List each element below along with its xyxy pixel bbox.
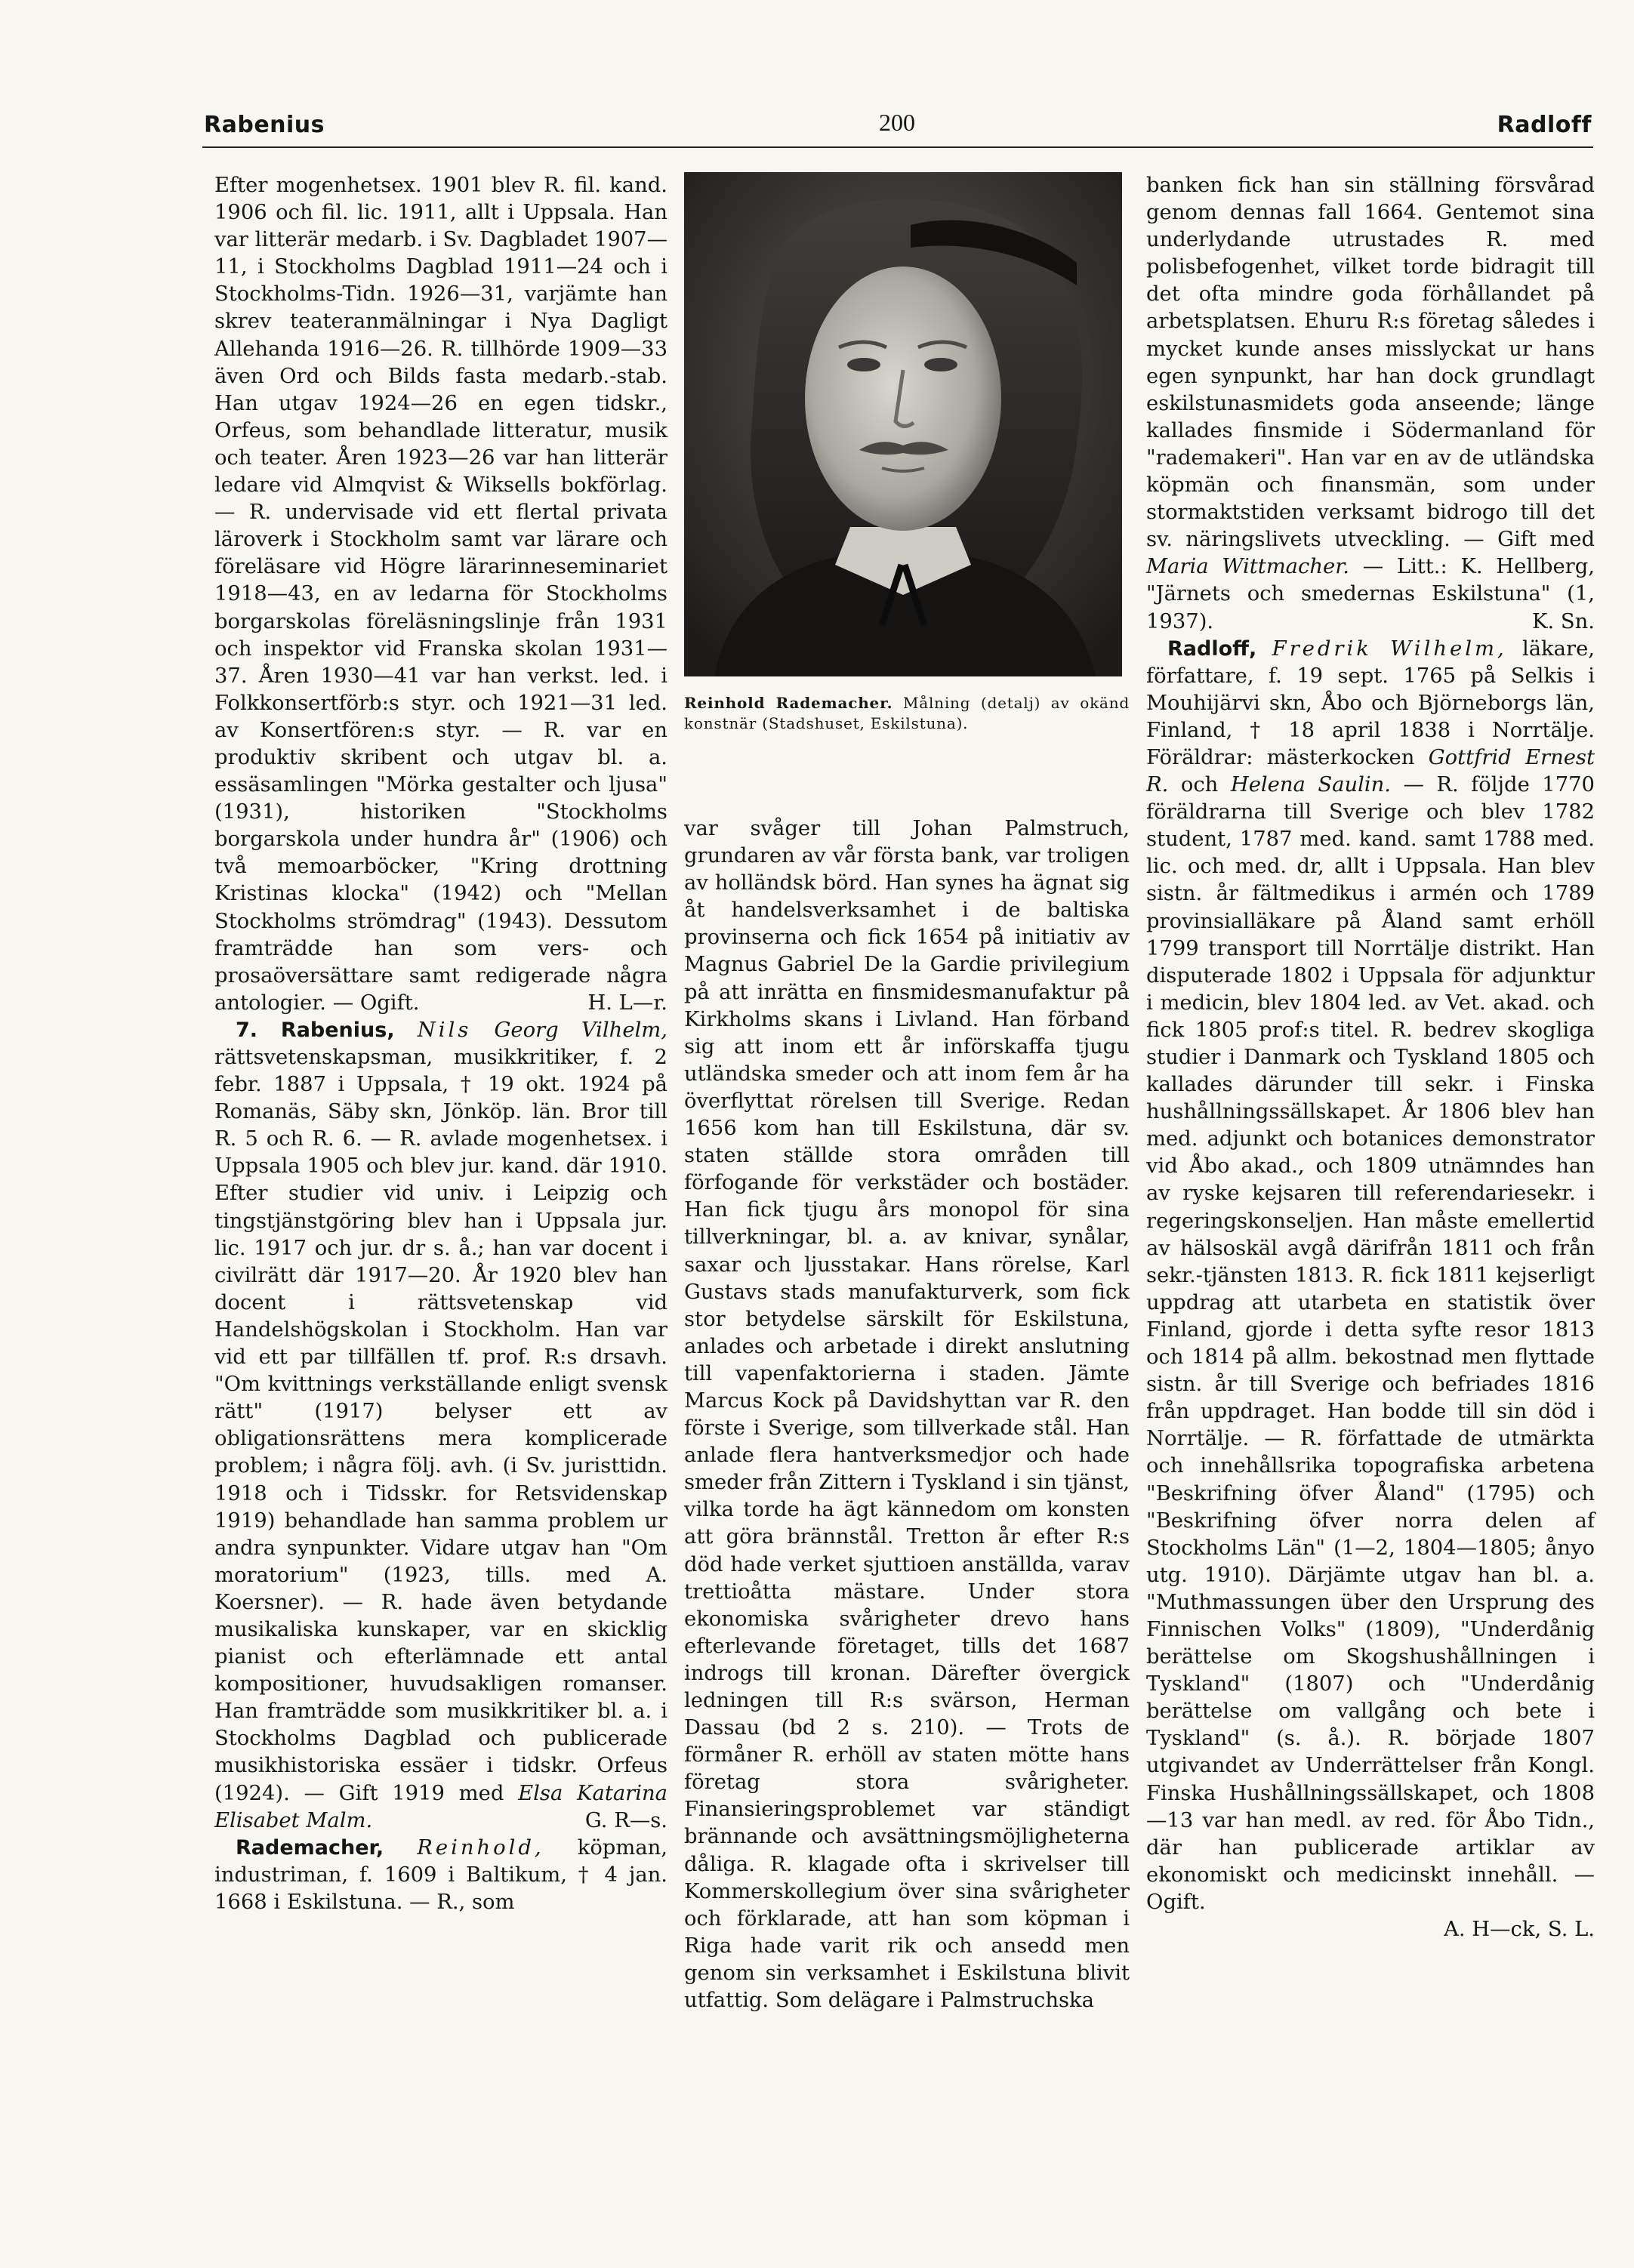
entry-headword: Rademacher, <box>236 1835 384 1860</box>
entry-father: Gottfrid Ernest R. <box>1146 745 1595 797</box>
entry-headword: Radloff, <box>1167 636 1257 661</box>
column-2-text <box>684 815 1130 2014</box>
entry-spouse: Maria Wittmacher. <box>1146 555 1349 579</box>
entry-spouse: Elsa Katarina Elisabet Malm. <box>214 1781 667 1832</box>
portrait-image <box>684 172 1122 676</box>
entry-radloff <box>1146 636 1595 1916</box>
page-number: 200 <box>879 109 915 136</box>
header-rule <box>202 146 1593 148</box>
entry-body: rättsvetenskapsman, musikkritiker, f. 2 febr. 1887 i Uppsala, † 19 okt. 1924 på Romanäs, Säby skn, Jönköp. län. Bror till R. 5 och R. 6. — R. avlade mogenhetsex. i Uppsala 1905 och blev jur. kand. där 1910. Efter studier vid univ. i Leipzig och tingstjänstgöring blev han i Uppsala jur. lic. 1917 och jur. dr s. å.; han var docent i civilrätt där 1917—20. År 1920 blev han docent i rättsvetenskap vid Handelshögskolan i Stockholm. Han var vid ett par tillfällen tf. prof. R:s drsavh. "Om kvittnings verkställande enligt svensk rätt" (1917) belyser ett av obligationsrättens mera komplicerade problem; i några följ. avh. (i Sv. juristtidn. 1918 och i Tidsskr. for Retsvidenskap 1919) behandlade han samma problem ur andra synpunkter. Vidare utgav han "Om moratorium" (1923, tills. med A. Koersner). — R. hade även betydande musikaliska kunskaper, var en skicklig pianist och efterlämnade ett antal kompositioner, huvudsakligen romanser. Han framträdde som musikkritiker bl. a. i Stockholms Dagblad och publicerade musikhistoriska essäer i tidskr. Orfeus (1924). — Gift 1919 med <box>214 1046 667 1805</box>
entry-given-name: Fredrik Wilhelm, <box>1272 636 1507 661</box>
entry-body-cont: — R. följde 1770 föräldrarna till Sverige och blev 1782 student, 1787 med. kand. samt 1788 med. lic. och med. dr, allt i Uppsala. Han blev sistn. år fältmedikus i armén och 1789 provinsialläkare på Åland samt erhöll 1799 transport till Norrtälje distrikt. Han disputerade 1802 i Uppsala för adjunktur i medicin, blev 1804 led. av Vet. akad. och fick 1805 prof:s titel. R. bedrev skogliga studier i Danmark och Tyskland 1805 och kallades därunder till sekr. i Finska hushållningssällskapet. År 1806 blev han med. adjunkt och botanices demonstrator vid Åbo akad., och 1809 utnämndes han av ryske kejsaren till referendariesekr. i regeringskonseljen. Han måste emellertid av hälsoskäl avgå därifrån 1811 och från sekr.-tjänsten 1813. R. fick 1811 kejserligt uppdrag att utarbeta en statistik över Finland, gjorde i detta syfte resor 1813 och 1814 på allm. bekostnad men flyttade sistn. år till Sverige och befriades 1816 från uppdraget. Han bodde till sin död i Norrtälje. — R. författade de utmärkta och innehållsrika topografiska arbetena "Beskrifning öfver Åland" (1795) och "Beskrifning öfver norra delen af Stockholms Län" (1—2, 1804—1805; ånyo utg. 1910). Därjämte utgav han bl. a. "Muthmassungen über den Ursprung des Finnischen Volks" (1809), "Underdånig berättelse om Skogshushållningen i Tyskland" (1807) och "Underdånig berättelse om vallgång och bete i Tyskland" (s. å.). R. började 1807 utgivandet av Underrättelser från Kongl. Finska Hushållningssällskapet, och 1808—13 var han medl. av red. för Åbo Tidn., där han publicerade artiklar av ekonomiskt och medicinskt innehåll. — Ogift. <box>1146 773 1595 1914</box>
entry-headword: 7. Rabenius, <box>236 1018 395 1042</box>
portrait-drawing <box>684 172 1122 676</box>
column-3 <box>1146 172 1595 1943</box>
caption-subject: Reinhold Rademacher. <box>684 694 893 712</box>
rabenius-6-signature: H. L—r. <box>587 991 667 1015</box>
rademacher-continued: var svåger till Johan Palmstruch, grundaren av vår första bank, var troligen av holländsk börd. Han synes ha ägnat sig åt handelsverksamhet i de baltiska provinserna och fick 1654 på initiativ av Magnus Gabriel De la Gardie privilegium på att inrätta en finsmidesmanufaktur på Kirkholms skans i Livland. Han förband sig att inom ett år införskaffa tjugu utländska smeder och att inom fem år ha överflyttat rörelsen till Sverige. Redan 1656 kom han till Eskilstuna, där sv. staten ställde stora områden till förfogande för verkstäder och bostäder. Han fick tjugu års monopol för sina tillverkningar, bl. a. av knivar, synålar, saxar och ljusstakar. Hans rörelse, Karl Gustavs stads manufakturverk, som fick stor betydelse särskilt för Eskilstuna, anlades och arbetade i direkt anslutning till vapenfaktorierna i staden. Jämte Marcus Kock på Davidshyttan var R. den förste i Sverige, som tillverkade stål. Han anlade flera hantverksmedjor och hade smeder från Zittern i Tyskland i sin tjänst, vilka torde ha ägt kännedom om konsten att göra brännstål. Tretton år efter R:s död hade verket sjuttioen anställda, varav trettioåtta mästare. Under stora ekonomiska svårigheter drevo hans efterlevande företaget, tills det 1687 indrogs till kronan. Därefter övergick ledningen till R:s svärson, Herman Dassau (bd 2 s. 210). — Trots de förmåner R. erhöll av staten mötte hans företag stora svårigheter. Finansieringsproblemet var ständigt brännande och avsättningsmöjligheterna dåliga. R. klagade ofta i skrivelser till Kommerskollegium över sina svårigheter och förklarade, att han som köpman i Riga hade varit rik och ansedd men genom sin verksamhet i Eskilstuna blivit utfattig. Som delägare i Palmstruchska <box>684 817 1130 2013</box>
entry-signature: K. Sn. <box>1532 609 1595 633</box>
entry-conjunction: och <box>1180 773 1219 797</box>
entry-body: läkare, författare, f. 19 sept. 1765 på Selkis i Mouhijärvi skn, Åbo och Björneborgs län, Finland, † 18 april 1838 i Norrtälje. Föräldrar: mästerkocken <box>1146 636 1595 769</box>
entry-signature: A. H—ck, S. L. <box>1444 1918 1595 1941</box>
rabenius-6-text: Efter mogenhetsex. 1901 blev R. fil. kand. 1906 och fil. lic. 1911, allt i Uppsala. Han var litterär medarb. i Sv. Dagbladet 1907—11, i Stockholms Dagblad 1911—24 och i Stockholms-Tidn. 1926—31, varjämte han skrev teateranmälningar i Nya Dagligt Allehanda 1916—26. R. tillhörde 1909—33 även Ord och Bilds fasta medarb.-stab. Han utgav 1924—26 en egen tidskr., Orfeus, som behandlade litteratur, musik och teater. Åren 1923—26 var han litterär ledare vid Almqvist & Wiksells bokförlag. — R. undervisade vid ett flertal privata läroverk i Stockholm samt var lärare och föreläsare vid Högre lärarinneseminariet 1918—43, en av ledarna för Stockholms borgarskolas föreläsningslinje från 1931 och inspektor vid Franska skolan 1931—37. Åren 1930—41 var han verkst. led. i Folkkonsertförb:s styr. och 1921—31 led. av Konsertfören:s styr. — R. var en produktiv skribent och utgav bl. a. essäsamlingen "Mörka gestalter och ljusa" (1931), historiken "Stockholms borgarskola under hundra år" (1906) och två memoarböcker, "Kring drottning Kristinas klocka" (1942) och "Mellan Stockholms strömdrag" (1943). Dessutom framträdde han som vers- och prosaöversättare samt redigerade några antologier. — Ogift. <box>214 174 667 1015</box>
entry-mother: Helena Saulin. <box>1230 773 1391 797</box>
entry-given-name: Reinhold, <box>417 1835 544 1860</box>
entry-rademacher <box>214 1835 667 1916</box>
rademacher-conclusion <box>1146 172 1595 636</box>
entry-signature: G. R—s. <box>584 1808 667 1832</box>
entry-body: köpman, industriman, f. 1609 i Baltikum, † 4 jan. 1668 i Eskilstuna. — R., som <box>214 1835 667 1914</box>
caption-text: Målning (detalj) av okänd konstnär (Stadshuset, Eskilstuna). <box>684 694 1130 732</box>
page-header <box>202 106 1592 148</box>
entry-given-name: Nils <box>417 1018 472 1042</box>
entry-body: banken fick han sin ställning försvårad genom dennas fall 1664. Gentemot sina underlydande utrustades R. med polisbefogenhet, vilket torde bidragit till det ofta mindre goda förhållandet på arbetsplatsen. Ehuru R:s företag således i mycket kunde anses misslyckat ur hans egen synpunkt, har han dock grundlagt eskilstunasmidets goda anseende; länge kallades finsmide i Södermanland för "rademakeri". Han var en av de utländska köpmän och finansmän, som under stormaktstiden verksamt bidrogo till det sv. näringslivets utveckling. — Gift med <box>1146 174 1595 552</box>
column-1 <box>214 172 667 1916</box>
entry-rabenius-7 <box>214 1017 667 1835</box>
header-right-entry: Radloff <box>1497 112 1592 138</box>
entry-given-name-rest: Georg Vilhelm, <box>494 1018 667 1042</box>
portrait-caption <box>684 693 1130 734</box>
rabenius-6-continued <box>214 172 667 1017</box>
entry-literature: — Litt.: K. Hellberg, "Järnets och smedernas Eskilstuna" (1, 1937). <box>1146 555 1595 633</box>
header-left-entry: Rabenius <box>204 112 325 138</box>
